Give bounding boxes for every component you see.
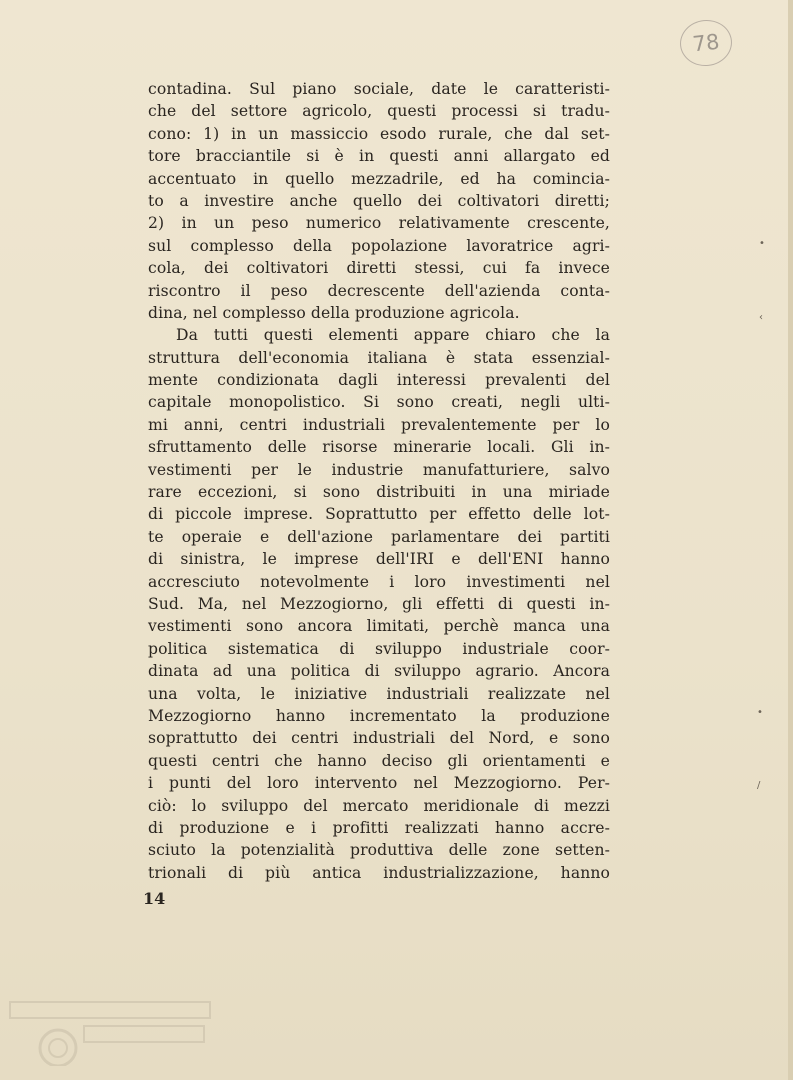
paragraph-1 bbox=[148, 78, 610, 324]
text-line: accresciuto notevolmente i loro investimenti nel bbox=[148, 572, 610, 591]
text-line: rare eccezioni, si sono distribuiti in una miriade bbox=[148, 483, 610, 502]
text-line: una volta, le iniziative industriali realizzate nel bbox=[148, 684, 610, 703]
text-line: ciò: lo sviluppo del mercato meridionale di mezzi bbox=[148, 796, 610, 815]
text-line: 2) in un peso numerico relativamente crescente, bbox=[148, 214, 610, 233]
text-line: dinata ad una politica di sviluppo agrario. Ancora bbox=[148, 662, 610, 681]
margin-mark: • bbox=[759, 238, 765, 249]
archive-watermark-logo bbox=[6, 996, 216, 1066]
text-line: capitale monopolistico. Si sono creati, negli ulti- bbox=[148, 393, 610, 412]
text-line: accentuato in quello mezzadrile, ed ha comincia- bbox=[148, 169, 610, 188]
margin-mark: • bbox=[757, 707, 763, 718]
text-line: di piccole imprese. Soprattutto per effetto delle lot- bbox=[148, 505, 610, 524]
text-line: sfruttamento delle risorse minerarie locali. Gli in- bbox=[148, 438, 610, 457]
page-number: 14 bbox=[143, 889, 166, 908]
margin-mark: ‹ bbox=[759, 312, 763, 323]
text-line: Sud. Ma, nel Mezzogiorno, gli effetti di questi in- bbox=[148, 594, 610, 613]
text-line: to a investire anche quello dei coltivatori diretti; bbox=[148, 191, 610, 210]
text-line: mi anni, centri industriali prevalentemente per lo bbox=[148, 415, 610, 434]
text-line: cola, dei coltivatori diretti stessi, cui fa invece bbox=[148, 259, 610, 278]
margin-mark: / bbox=[757, 780, 761, 791]
text-line: Mezzogiorno hanno incrementato la produzione bbox=[148, 706, 610, 725]
text-line: sciuto la potenzialità produttiva delle zone setten- bbox=[148, 841, 610, 860]
text-line: sul complesso della popolazione lavoratrice agri- bbox=[148, 236, 610, 255]
text-line: trionali di più antica industrializzazione, hanno bbox=[148, 863, 610, 882]
text-line: vestimenti per le industrie manufatturiere, salvo bbox=[148, 460, 610, 479]
page-edge bbox=[788, 0, 793, 1080]
text-line: struttura dell'economia italiana è stata essenzial- bbox=[148, 348, 610, 367]
paragraph-2 bbox=[148, 324, 610, 884]
text-line: contadina. Sul piano sociale, date le caratteristi- bbox=[148, 80, 610, 98]
folio-stamp bbox=[678, 17, 735, 68]
text-line: di sinistra, le imprese dell'IRI e dell'ENI hanno bbox=[148, 550, 610, 569]
text-line: Da tutti questi elementi appare chiaro che la bbox=[176, 326, 610, 345]
text-line: tore bracciantile si è in questi anni allargato ed bbox=[148, 147, 610, 166]
body-text bbox=[148, 78, 610, 884]
text-line: politica sistematica di sviluppo industriale coor- bbox=[148, 639, 610, 658]
text-line: i punti del loro intervento nel Mezzogiorno. Per- bbox=[148, 774, 610, 793]
text-line: mente condizionata dagli interessi prevalenti del bbox=[148, 371, 610, 390]
text-line: vestimenti sono ancora limitati, perchè manca una bbox=[148, 617, 610, 636]
text-line: te operaie e dell'azione parlamentare dei partiti bbox=[148, 527, 610, 546]
text-line: soprattutto dei centri industriali del Nord, e sono bbox=[148, 729, 610, 748]
folio-number: 78 bbox=[691, 29, 721, 57]
text-line: di produzione e i profitti realizzati hanno accre- bbox=[148, 818, 610, 837]
text-line: riscontro il peso decrescente dell'azienda conta- bbox=[148, 281, 610, 300]
text-line: dina, nel complesso della produzione agricola. bbox=[148, 303, 520, 322]
text-line: cono: 1) in un massiccio esodo rurale, che dal set- bbox=[148, 124, 610, 143]
text-line: che del settore agricolo, questi processi si tradu- bbox=[148, 102, 610, 121]
text-line: questi centri che hanno deciso gli orientamenti e bbox=[148, 751, 610, 770]
